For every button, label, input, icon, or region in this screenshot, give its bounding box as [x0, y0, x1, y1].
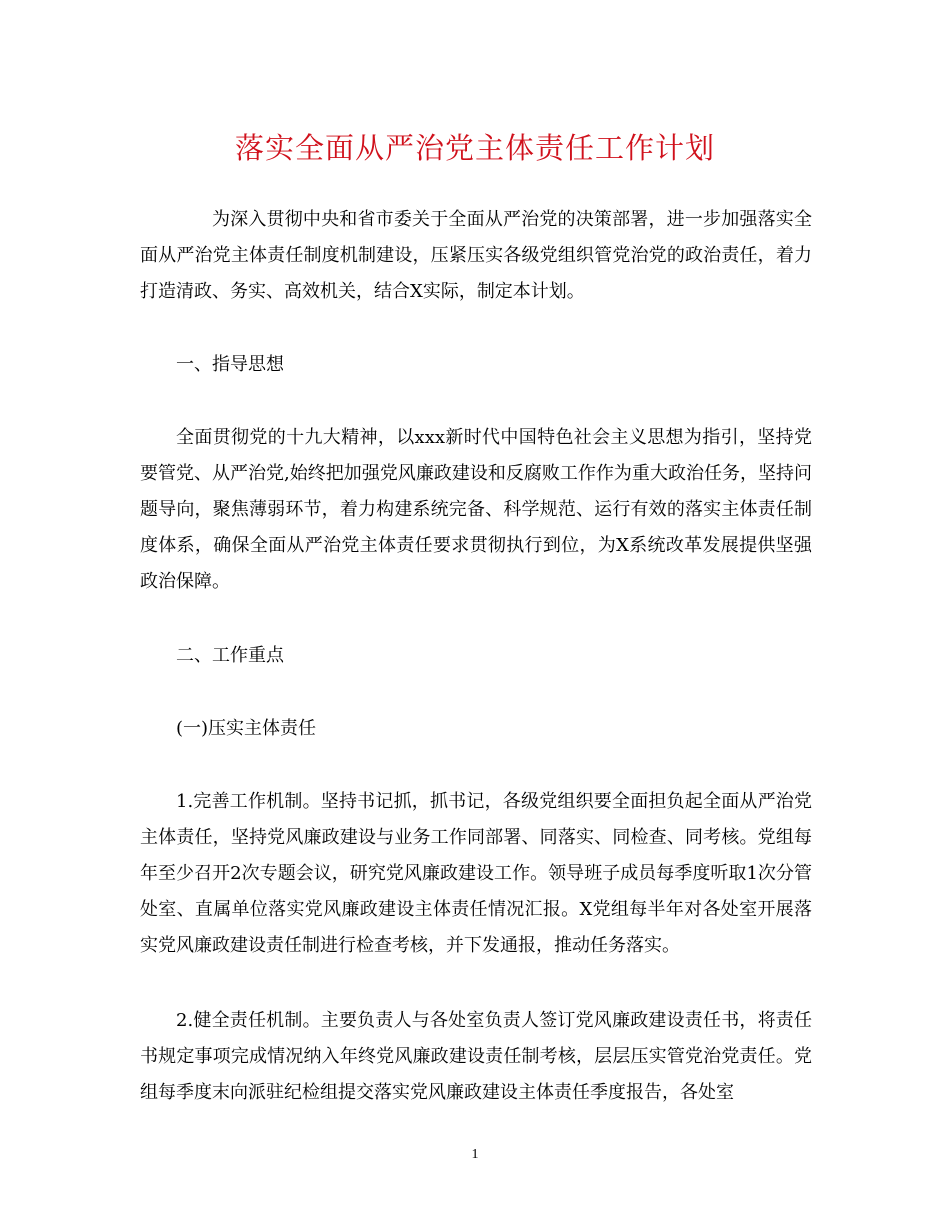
section-heading-guiding-ideology: 一、指导思想 [176, 354, 284, 375]
item-paragraph-responsibility-mechanism: 2.健全责任机制。主要负责人与各处室负责人签订党风廉政建设责任书，将责任书规定事项完成情况纳入年终党风廉政建设责任制考核，层层压实管党治党责任。党组每季度末向派驻纪检组提交落实党风廉政建设主体责任季度报告，各处室 [140, 1010, 812, 1103]
document-title: 落实全面从严治党主体责任工作计划 [234, 131, 715, 165]
subsection-heading-main-responsibility: (一)压实主体责任 [176, 718, 317, 739]
intro-paragraph: 为深入贯彻中央和省市委关于全面从严治党的决策部署，进一步加强落实全面从严治党主体责任制度机制建设，压紧压实各级党组织管党治党的政治责任，着力打造清政、务实、高效机关，结合X实际，制定本计划。 [140, 209, 812, 302]
section-heading-work-focus: 二、工作重点 [176, 645, 284, 666]
page-number: 1 [471, 1147, 479, 1162]
item-paragraph-work-mechanism: 1.完善工作机制。坚持书记抓，抓书记，各级党组织要全面担负起全面从严治党主体责任，坚持党风廉政建设与业务工作同部署、同落实、同检查、同考核。党组每年至少召开2次专题会议，研究党风廉政建设工作。领导班子成员每季度听取1次分管处室、直属单位落实党风廉政建设主体责任情况汇报。X党组每半年对各处室开展落实党风廉政建设责任制进行检查考核，并下发通报，推动任务落实。 [140, 791, 812, 956]
guiding-ideology-paragraph: 全面贯彻党的十九大精神，以xxx新时代中国特色社会主义思想为指引，坚持党要管党、从严治党,始终把加强党风廉政建设和反腐败工作作为重大政治任务，坚持问题导向，聚焦薄弱环节，着力构建系统完备、科学规范、运行有效的落实主体责任制度体系，确保全面从严治党主体责任要求贯彻执行到位，为X系统改革发展提供坚强政治保障。 [140, 427, 812, 592]
